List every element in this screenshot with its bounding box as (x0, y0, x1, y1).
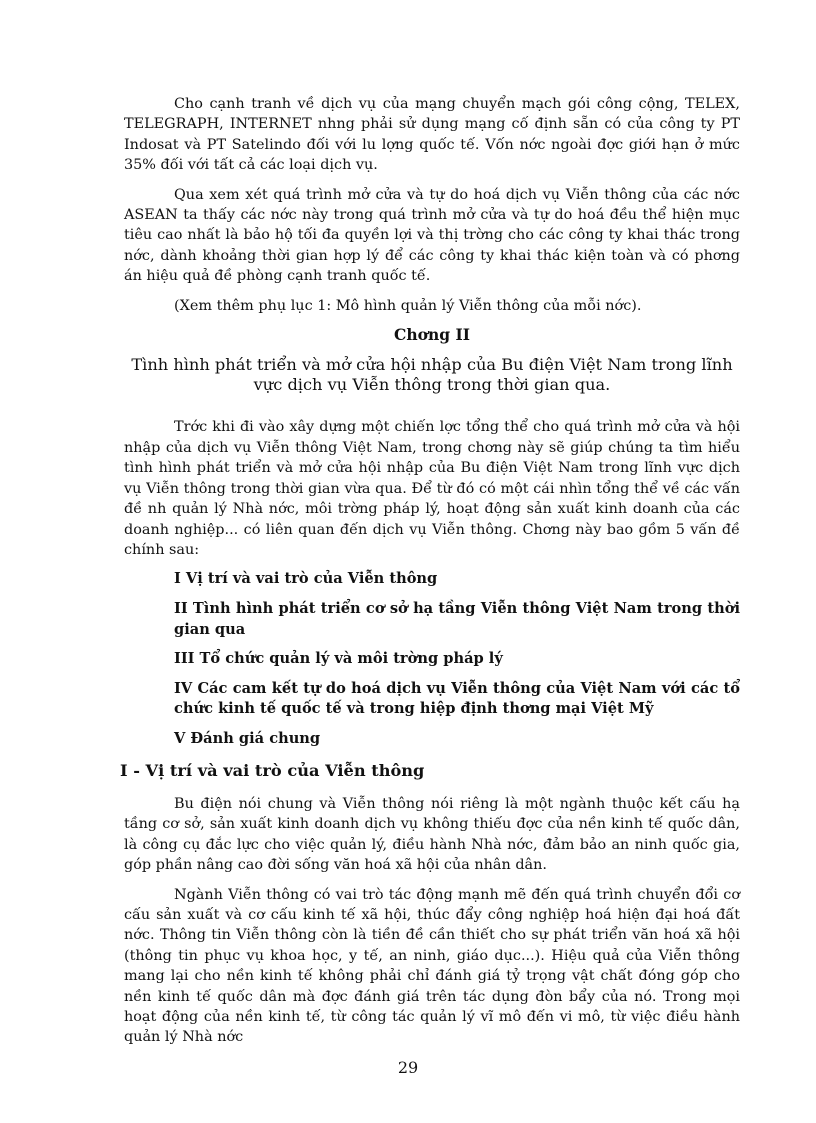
section-heading: I - Vị trí và vai trò của Viễn thông (120, 761, 425, 781)
topic-item: I Vị trí và vai trò của Viễn thông (174, 570, 438, 588)
chapter-topics-list (124, 569, 740, 749)
chapter-title: Tình hình phát triển và mở cửa hội nhập của Bu điện Việt Nam trong lĩnh vực dịch vụ Viễn thông trong thời gian qua. (131, 355, 733, 395)
paragraph-appendix-note: (Xem thêm phụ lục 1: Mô hình quản lý Viễn thông của mỗi nớc). (174, 297, 642, 314)
chapter-label: Chơng II (394, 325, 470, 345)
paragraph-asean-review: Qua xem xét quá trình mở cửa và tự do hoá dịch vụ Viễn thông của các nớc ASEAN ta thấy các nớc này trong quá trình mở cửa và tự do hoá đều thể hiện mục tiêu cao nhất là bảo hộ tối đa quyền lợi và thị trờng cho các công ty khai thác trong nớc, dành khoảng thời gian hợp lý để các công ty khai thác kiện toàn và có phơng án hiệu quả đề phòng cạnh tranh quốc tế. (124, 186, 740, 285)
topic-item: III Tổ chức quản lý và môi trờng pháp lý (174, 650, 503, 668)
paragraph-chapter-intro: Trớc khi đi vào xây dựng một chiến lợc tổng thể cho quá trình mở cửa và hội nhập của dịch vụ Viễn thông Việt Nam, trong chơng này sẽ giúp chúng ta tìm hiểu tình hình phát triển và mở cửa hội nhập của Bu điện Việt Nam trong lĩnh vực dịch vụ Viễn thông trong thời gian vừa qua. Để từ đó có một cái nhìn tổng thể về các vấn đề nh quản lý Nhà nớc, môi trờng pháp lý, hoạt động sản xuất kinh doanh của các doanh nghiệp... có liên quan đến dịch vụ Viễn thông. Chơng này bao gồm 5 vấn đề chính sau: (124, 419, 740, 558)
page-body (120, 94, 740, 1057)
topic-item: V Đánh giá chung (174, 729, 321, 747)
topic-item: II Tình hình phát triển cơ sở hạ tầng Viễn thông Việt Nam trong thời gian qua (174, 599, 740, 638)
topic-item: IV Các cam kết tự do hoá dịch vụ Viễn thông của Việt Nam với các tổ chức kinh tế quốc tế và trong hiệp định thơng mại Việt Mỹ (174, 679, 740, 718)
page-number: 29 (397, 1058, 419, 1077)
paragraph-telecom-impact: Ngành Viễn thông có vai trò tác động mạnh mẽ đến quá trình chuyển đổi cơ cấu sản xuất và cơ cấu kinh tế xã hội, thúc đẩy công nghiệp hoá hiện đại hoá đất nớc. Thông tin Viễn thông còn là tiền đề cần thiết cho sự phát triển văn hoá xã hội (thông tin phục vụ khoa học, y tế, an ninh, giáo dục...). Hiệu quả của Viễn thông mang lại cho nền kinh tế không phải chỉ đánh giá tỷ trọng vật chất đóng góp cho nền kinh tế quốc dân mà đợc đánh giá trên tác dụng đòn bẩy của nó. Trong mọi hoạt động của nền kinh tế, từ công tác quản lý vĩ mô đến vi mô, từ việc điều hành quản lý Nhà nớc (124, 886, 740, 1046)
paragraph-post-role: Bu điện nói chung và Viễn thông nói riêng là một ngành thuộc kết cấu hạ tầng cơ sở, sản xuất kinh doanh dịch vụ không thiếu đợc của nền kinh tế quốc dân, là công cụ đắc lực cho việc quản lý, điều hành Nhà nớc, đảm bảo an ninh quốc gia, góp phần nâng cao đời sống văn hoá xã hội của nhân dân. (124, 795, 740, 874)
paragraph-competition: Cho cạnh tranh về dịch vụ của mạng chuyển mạch gói công cộng, TELEX, TELEGRAPH, INTERNET nhng phải sử dụng mạng cố định sẵn có của công ty PT Indosat và PT Satelindo đối với lu lợng quốc tế. Vốn nớc ngoài đợc giới hạn ở mức 35% đối với tất cả các loại dịch vụ. (124, 96, 740, 174)
